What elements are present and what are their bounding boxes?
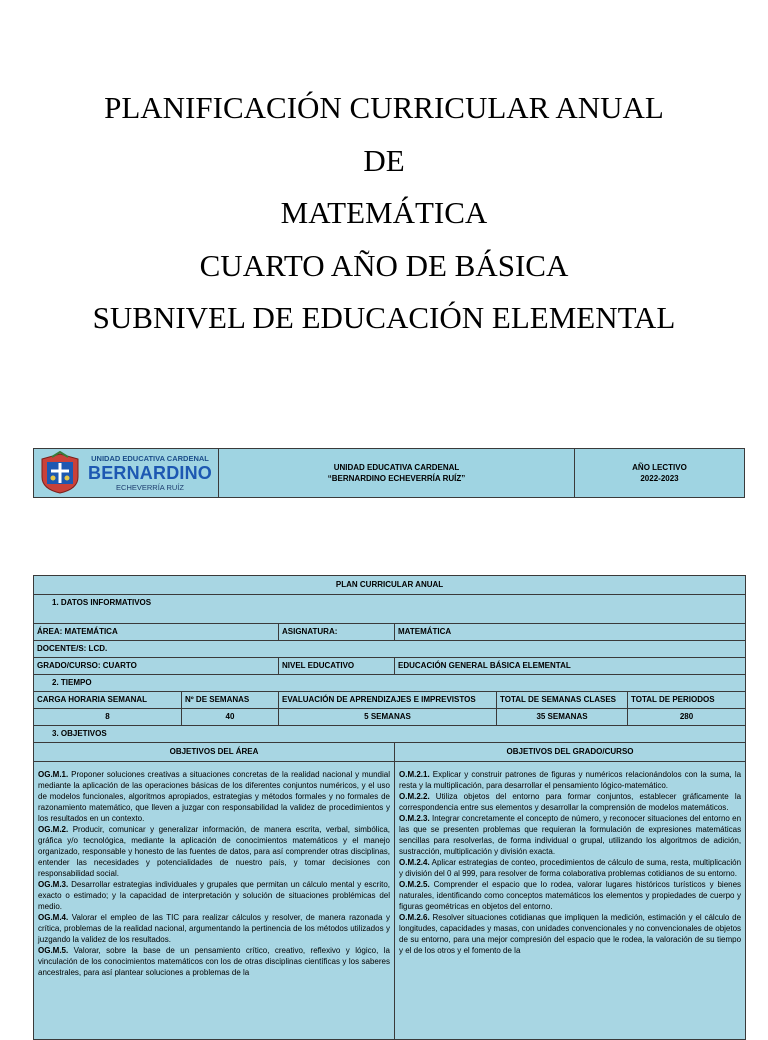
- value-semanas: 40: [182, 709, 279, 726]
- value-total-periodos: 280: [628, 709, 746, 726]
- list-item: OG.M.1. Proponer soluciones creativas a situaciones concretas de la realidad nacional y mundial mediante la aplicación de las operaciones básicas de los diferentes conjuntos numéricos, y el uso de modelos funcionales, algoritmos apropiados, estrategias y métodos formales y no formales de razonamiento matemático, que lleven a juzgar con responsabilidad la validez de procedimientos y los resultados en un contexto.: [38, 770, 390, 823]
- value-evaluacion: 5 SEMANAS: [279, 709, 497, 726]
- school-year-value: 2022-2023: [640, 474, 679, 483]
- logo-name-text: BERNARDINO: [88, 463, 213, 483]
- school-name-line1: UNIDAD EDUCATIVA CARDENAL: [333, 463, 460, 472]
- table-row: [34, 762, 746, 1040]
- objetivos-area-list: [34, 762, 395, 1040]
- list-item: O.M.2.6. Resolver situaciones cotidianas que impliquen la medición, estimación y el cálculo de longitudes, capacidades y masas, con unidades convencionales y no convencionales de objetos de su entorno, para una mejor compresión del espacio que le rodea, la valoración de su tiempo y el de los otros y el fomento de la: [399, 913, 742, 955]
- list-item: O.M.2.5. Comprender el espacio que lo rodea, valorar lugares históricos turísticos y bienes naturales, identificando como conceptos matemáticos los elementos y propiedades de cuerpo y figuras geométricas en objetos del entorno.: [399, 880, 742, 911]
- nivel-label: NIVEL EDUCATIVO: [279, 658, 395, 675]
- header-semanas: Nº DE SEMANAS: [182, 692, 279, 709]
- table-row: [34, 641, 746, 658]
- table-row: [34, 624, 746, 641]
- objetivos-grado-list: [395, 762, 746, 1040]
- document-title: [0, 82, 768, 345]
- list-item: OG.M.3. Desarrollar estrategias individuales y grupales que permitan un cálculo mental y escrito, exacto o estimado; y la capacidad de interpretación y solución de situaciones problémicas del medio.: [38, 880, 390, 911]
- table-row: [34, 743, 746, 762]
- asignatura-label: ASIGNATURA:: [279, 624, 395, 641]
- objetivos-area-header: OBJETIVOS DEL ÁREA: [34, 743, 395, 762]
- area-cell: ÁREA: MATEMÁTICA: [34, 624, 279, 641]
- title-line-3: MATEMÁTICA: [280, 195, 488, 230]
- school-year-cell: [575, 449, 744, 497]
- list-item: OG.M.5. Valorar, sobre la base de un pensamiento crítico, creativo, reflexivo y lógico, la vinculación de los conocimientos matemáticos con los de otras disciplinas científicas y los saberes ancestrales, para así plantear soluciones a problemas de la: [38, 946, 390, 977]
- table-row: [34, 709, 746, 726]
- list-item: OG.M.4. Valorar el empleo de las TIC para realizar cálculos y resolver, de manera razonada y crítica, problemas de la realidad nacional, argumentando la pertinencia de los métodos utilizados y juzgando la validez de los resultados.: [38, 913, 390, 944]
- section-datos-informativos: 1. DATOS INFORMATIVOS: [34, 595, 746, 624]
- section-objetivos: 3. OBJETIVOS: [34, 726, 746, 743]
- header-total-semanas: TOTAL DE SEMANAS CLASES: [497, 692, 628, 709]
- school-name-line2: “BERNARDINO ECHEVERRÍA RUÍZ”: [327, 474, 466, 483]
- logo-top-text: UNIDAD EDUCATIVA CARDENAL: [91, 454, 209, 463]
- school-logo-cell: [34, 449, 219, 497]
- docente-cell: DOCENTE/S: LCD.: [34, 641, 746, 658]
- school-crest-icon: [38, 451, 82, 495]
- value-total-semanas: 35 SEMANAS: [497, 709, 628, 726]
- plan-title: PLAN CURRICULAR ANUAL: [34, 576, 746, 595]
- logo-bottom-text: ECHEVERRÍA RUÍZ: [116, 483, 184, 492]
- title-line-1: PLANIFICACIÓN CURRICULAR ANUAL: [104, 90, 664, 125]
- title-line-4: CUARTO AÑO DE BÁSICA: [199, 247, 569, 283]
- plan-curricular-table: [33, 575, 746, 1040]
- header-carga: CARGA HORARIA SEMANAL: [34, 692, 182, 709]
- list-item: OG.M.2. Producir, comunicar y generalizar información, de manera escrita, verbal, simbólica, gráfica y/o tecnológica, mediante la aplicación de conocimientos matemáticos y el manejo organizado, responsable y honesto de las fuentes de datos, para así comprender otras disciplinas, entender las necesidades y potencialidades de nuestro país, y tomar decisiones con responsabilidad social.: [38, 825, 390, 878]
- table-row: [34, 576, 746, 595]
- school-logo-wordmark: [88, 454, 212, 492]
- list-item: O.M.2.2. Utiliza objetos del entorno para formar conjuntos, establecer gráficamente la correspondencia entre sus elementos y desarrollar la comprensión de modelos matemáticos.: [399, 792, 742, 812]
- grado-cell: GRADO/CURSO: CUARTO: [34, 658, 279, 675]
- objetivos-grado-header: OBJETIVOS DEL GRADO/CURSO: [395, 743, 746, 762]
- table-row: [34, 595, 746, 624]
- section-tiempo: 2. TIEMPO: [34, 675, 746, 692]
- title-line-2: DE: [363, 142, 405, 178]
- school-name-cell: [219, 449, 575, 497]
- nivel-value: EDUCACIÓN GENERAL BÁSICA ELEMENTAL: [395, 658, 746, 675]
- table-row: [34, 675, 746, 692]
- school-year-label: AÑO LECTIVO: [632, 463, 687, 472]
- list-item: O.M.2.1. Explicar y construir patrones de figuras y numéricos relacionándolos con la suma, la resta y la multiplicación, para desarrollar el pensamiento lógico-matemático.: [399, 770, 742, 790]
- table-row: [34, 658, 746, 675]
- title-line-5: SUBNIVEL DE EDUCACIÓN ELEMENTAL: [92, 300, 676, 335]
- asignatura-value: MATEMÁTICA: [395, 624, 746, 641]
- list-item: O.M.2.3. Integrar concretamente el concepto de número, y reconocer situaciones del entorno en las que se presenten problemas que requieran la formulación de expresiones matemáticas sencillas para resolverlas, de forma individual o grupal, utilizando los algoritmos de adición, sustracción, multiplicación y división exacta.: [399, 814, 742, 856]
- header-evaluacion: EVALUACIÓN DE APRENDIZAJES E IMPREVISTOS: [279, 692, 497, 709]
- list-item: O.M.2.4. Aplicar estrategias de conteo, procedimientos de cálculo de suma, resta, multiplicación y división del 0 al 999, para resolver de forma colaborativa problemas cotidianos de su entorno.: [399, 858, 742, 878]
- table-row: [34, 726, 746, 743]
- header-total-periodos: TOTAL DE PERIODOS: [628, 692, 746, 709]
- school-banner: [33, 448, 745, 498]
- value-carga: 8: [34, 709, 182, 726]
- table-row: [34, 692, 746, 709]
